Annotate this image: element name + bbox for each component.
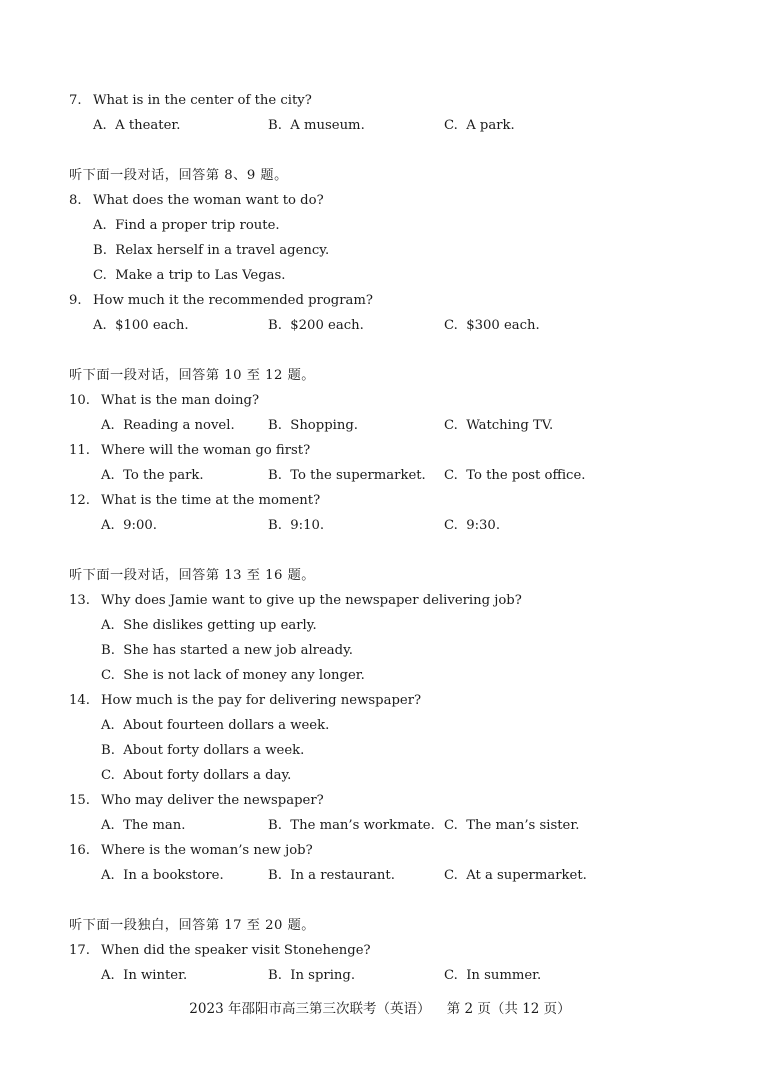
question-number: 8. [69,193,82,208]
option-c: C. To the post office. [444,468,586,483]
section-heading: 听下面一段对话，回答第 10 至 12 题。 [69,368,315,383]
question-text: How much it the recommended program? [93,293,373,308]
question-text: Where will the woman go first? [101,443,311,458]
page-footer [0,997,760,1017]
question-number: 15. [69,793,90,808]
question-text: What does the woman want to do? [93,193,324,208]
option-c: C. At a supermarket. [444,868,587,883]
option-a: A. In winter. [101,968,188,983]
option-b: B. In a restaurant. [268,868,395,883]
question-number: 12. [69,493,90,508]
option-b: B. In spring. [268,968,356,983]
option-b: B. Relax herself in a travel agency. [93,243,330,258]
option-c: C. She is not lack of money any longer. [101,668,365,683]
option-c: C. $300 each. [444,318,540,333]
option-a: A. Reading a novel. [101,418,235,433]
question-text: Why does Jamie want to give up the newspaper delivering job? [101,593,522,608]
option-a: A. $100 each. [93,318,189,333]
question-number: 10. [69,393,90,408]
option-c: C. About forty dollars a day. [101,768,292,783]
page-number: 第 2 页（共 12 页） [446,1001,571,1017]
option-a: A. About fourteen dollars a week. [101,718,330,733]
question-text: Where is the woman’s new job? [101,843,313,858]
question-number: 9. [69,293,82,308]
question-text: What is the man doing? [101,393,260,408]
option-a: A. Find a proper trip route. [93,218,280,233]
question-text: How much is the pay for delivering newspaper? [101,693,422,708]
option-b: B. 9:10. [268,518,325,533]
option-b: B. A museum. [268,118,365,133]
question-text: When did the speaker visit Stonehenge? [101,943,371,958]
option-a: A. In a bookstore. [101,868,224,883]
question-number: 17. [69,943,90,958]
option-a: A. The man. [101,818,186,833]
question-number: 16. [69,843,90,858]
option-c: C. A park. [444,118,515,133]
option-b: B. Shopping. [268,418,358,433]
question-text: Who may deliver the newspaper? [101,793,324,808]
option-a: A. 9:00. [101,518,157,533]
option-a: A. She dislikes getting up early. [101,618,317,633]
section-heading: 听下面一段对话，回答第 8、9 题。 [69,168,288,183]
option-c: C. The man’s sister. [444,818,580,833]
option-b: B. She has started a new job already. [101,643,353,658]
option-b: B. The man’s workmate. [268,818,435,833]
option-c: C. In summer. [444,968,542,983]
option-c: C. 9:30. [444,518,501,533]
question-text: What is the time at the moment? [101,493,321,508]
question-number: 14. [69,693,90,708]
section-heading: 听下面一段对话，回答第 13 至 16 题。 [69,568,315,583]
section-heading: 听下面一段独白，回答第 17 至 20 题。 [69,918,315,933]
option-a: A. To the park. [101,468,204,483]
question-number: 13. [69,593,90,608]
exam-title: 2023 年邵阳市高三第三次联考（英语） [189,1001,431,1017]
question-text: What is in the center of the city? [93,93,312,108]
option-a: A. A theater. [93,118,181,133]
question-number: 11. [69,443,90,458]
question-number: 7. [69,93,82,108]
option-c: C. Watching TV. [444,418,554,433]
option-c: C. Make a trip to Las Vegas. [93,268,286,283]
option-b: B. $200 each. [268,318,364,333]
option-b: B. About forty dollars a week. [101,743,305,758]
option-b: B. To the supermarket. [268,468,426,483]
